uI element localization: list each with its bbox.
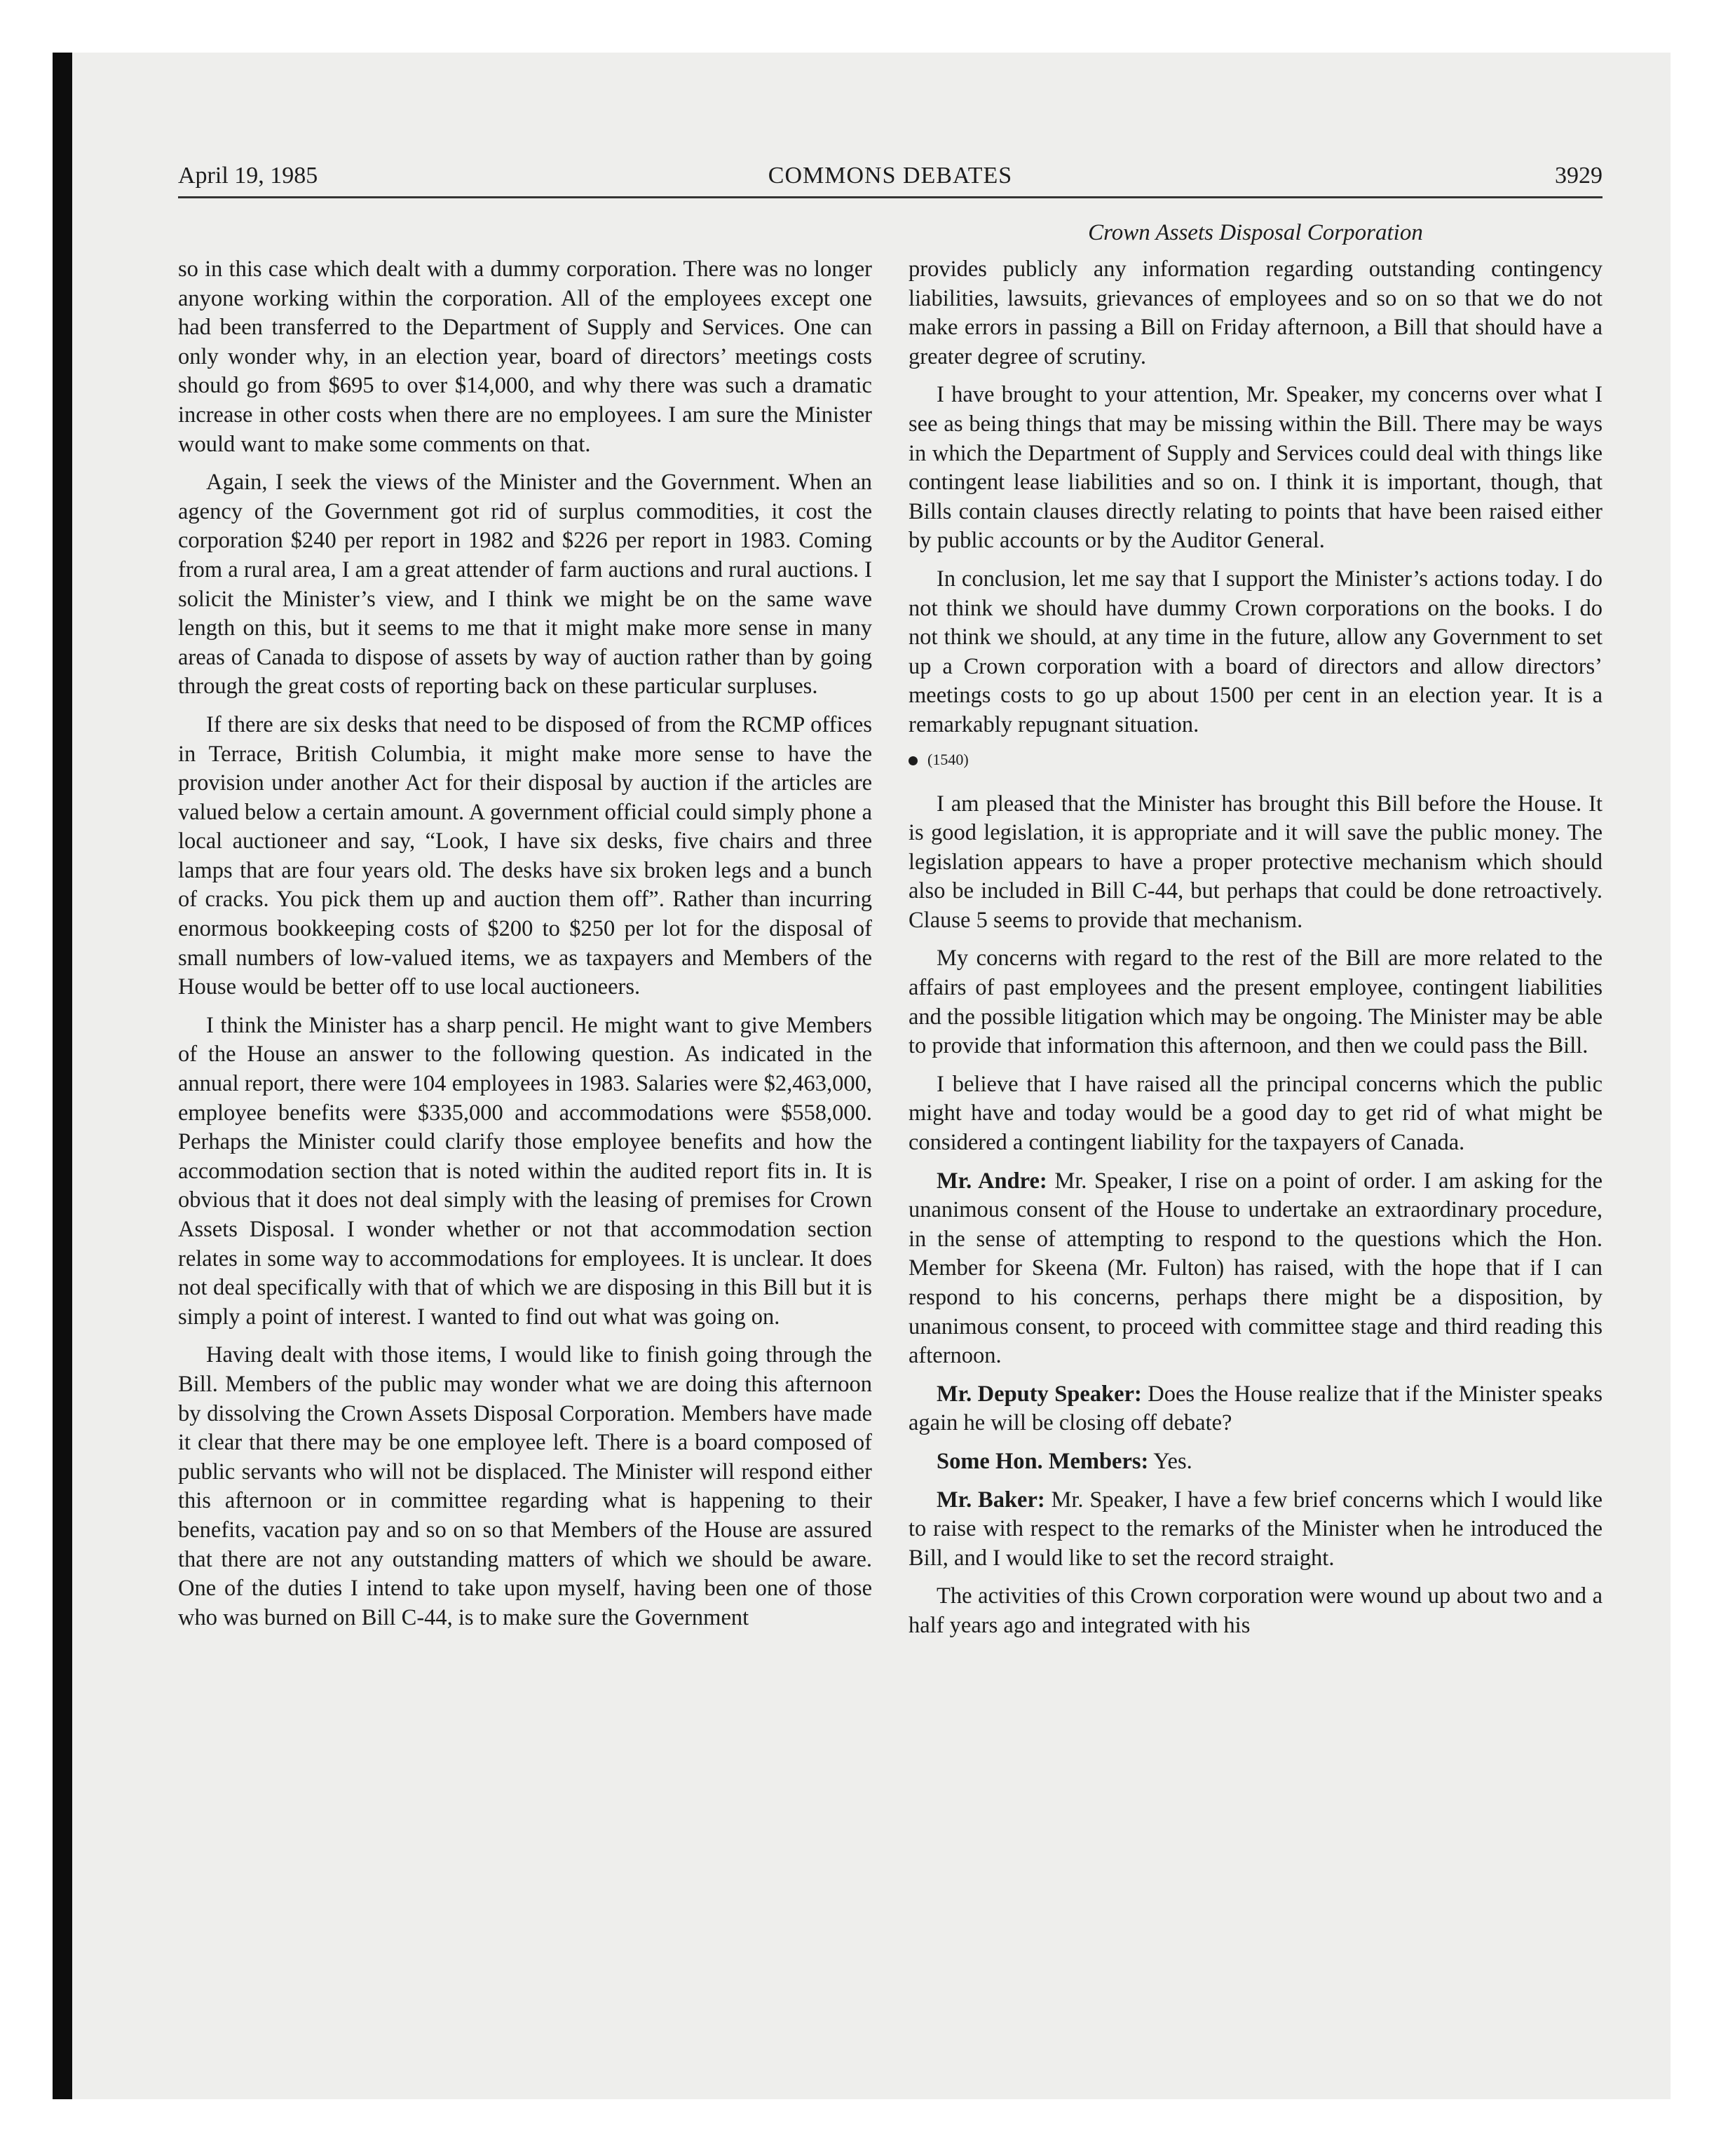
header-title: COMMONS DEBATES	[768, 163, 1013, 189]
paragraph: provides publicly any information regarding outstanding contingency liabilities, lawsuits, grievances of employees and so on so that we do not make errors in passing a Bill on Friday afternoon, a Bill that should have a greater degree of scrutiny.	[909, 257, 1603, 369]
paragraph: Having dealt with those items, I would like to finish going through the Bill. Members of the public may wonder what we are doing this afternoon by dissolving the Crown Assets Disposal Corporation. Members have made it clear that there may be one employee left. There is a board composed of public servants who will not be displaced. The Minister will respond either this afternoon or in committee regarding what is happening to their benefits, vacation pay and so on so that Members of the House are assured that there are not any outstanding matters of which we should be aware. One of the duties I intend to take upon myself, having been one of those who was burned on Bill C-44, is to make sure the Government	[178, 1342, 872, 1630]
paragraph: Again, I seek the views of the Minister and the Government. When an agency of the Government got rid of surplus commodities, it cost the corporation $240 per report in 1982 and $226 per report in 1983. Coming from a rural area, I am a great attender of farm auctions and rural auctions. I solicit the Minister’s view, and I think we might be on the same wave length on this, but it seems to me that it might make more sense in many areas of Canada to dispose of assets by way of auction rather than by going through the great costs of reporting back on these particular surpluses.	[178, 470, 872, 700]
speaker-name: Some Hon. Members:	[937, 1448, 1149, 1474]
paragraph: I think the Minister has a sharp pencil. He might want to give Members of the House an answer to the following question. As indicated in the annual report, there were 104 employees in 1983. Salaries were $2,463,000, employee benefits were $335,000 and accommodations were $558,000. Perhaps the Minister could clarify those employee benefits and how the accommodation section that is noted within the audited report fits in. It is obvious that it does not deal simply with the leasing of premises for Crown Assets Disposal. I wonder whether or not that accommodation section relates in some way to accommodations for employees. It is unclear. It does not deal specifically with that of which we are disposing in this Bill but it is simply a point of interest. I wanted to find out what was going on.	[178, 1012, 872, 1330]
speech-text: Mr. Speaker, I have a few brief concerns which I would like to raise with respect to the remarks of the Minister when he introduced the Bill, and I would like to set the record straight.	[909, 1487, 1603, 1571]
bullet-icon	[909, 756, 918, 765]
time-marker-label: (1540)	[927, 750, 969, 768]
speaker-name: Mr. Andre:	[937, 1168, 1047, 1194]
paragraph: I believe that I have raised all the principal concerns which the public might have and today would be a good day to get rid of what might be considered a contingent liability for the taxpayers of Canada.	[909, 1071, 1603, 1156]
speech-text: Does the House realize that if the Minister speaks again he will be closing off debate?	[909, 1381, 1603, 1436]
time-marker	[909, 749, 1603, 770]
paragraph: If there are six desks that need to be disposed of from the RCMP offices in Terrace, British Columbia, it might make more sense to have the provision under another Act for their disposal by auction if the articles are valued below a certain amount. A government official could simply phone a local auctioneer and say, “Look, I have six desks, five chairs and three lamps that are four years old. The desks have six broken legs and a bunch of cracks. You pick them up and auction them off”. Rather than incurring enormous bookkeeping costs of $200 to $250 per lot for the disposal of small numbers of low-valued items, we as taxpayers and Members of the House would be better off to use local auctioneers.	[178, 711, 872, 1000]
speech-text: Yes.	[1153, 1448, 1192, 1474]
speech-andre	[909, 1167, 1603, 1371]
left-column	[178, 255, 872, 1642]
scan-edge-bar	[53, 53, 72, 2099]
paragraph: The activities of this Crown corporation were wound up about two and a half years ago and integrated with his	[909, 1583, 1603, 1638]
speaker-name: Mr. Baker:	[937, 1487, 1045, 1513]
speech-deputy-speaker	[909, 1380, 1603, 1438]
speech-baker	[909, 1486, 1603, 1574]
speech-hon-members	[909, 1447, 1603, 1477]
paragraph: so in this case which dealt with a dummy corporation. There was no longer anyone working within the corporation. All of the employees except one had been transferred to the Department of Supply and Services. One can only wonder why, in an election year, board of directors’ meetings costs should go from $695 to over $14,000, and why there was such a dramatic increase in other costs when there are no employees. I am sure the Minister would want to make some comments on that.	[178, 257, 872, 457]
paragraph: In conclusion, let me say that I support the Minister’s actions today. I do not think we should have dummy Crown corporations on the books. I do not think we should, at any time in the future, allow any Government to set up a Crown corporation with a board of directors and allow directors’ meetings costs to go up about 1500 per cent in an election year. It is a remarkably repugnant situation.	[909, 566, 1603, 737]
paragraph: My concerns with regard to the rest of the Bill are more related to the affairs of past employees and the present employee, contingent liabilities and the possible litigation which may be ongoing. The Minister may be able to provide that information this afternoon, and then we could pass the Bill.	[909, 946, 1603, 1059]
paragraph: I am pleased that the Minister has brought this Bill before the House. It is good legislation, it is appropriate and it will save the public money. The legislation appears to have a proper protective mechanism which should also be included in Bill C-44, but perhaps that could be done retroactively. Clause 5 seems to provide that mechanism.	[909, 791, 1603, 933]
page-header	[178, 163, 1603, 198]
header-date: April 19, 1985	[178, 163, 318, 189]
right-column	[909, 255, 1603, 1650]
header-page-number: 3929	[1555, 163, 1603, 189]
speaker-name: Mr. Deputy Speaker:	[937, 1381, 1142, 1407]
speech-text: Mr. Speaker, I rise on a point of order. I am asking for the unanimous consent of the House to undertake an extraordinary procedure, in the sense of attempting to respond to the questions which the Hon. Member for Skeena (Mr. Fulton) has raised, with the hope that if I can respond to his concerns, perhaps there might be a disposition, by unanimous consent, to proceed with committee stage and third reading this afternoon.	[909, 1168, 1603, 1369]
paragraph: I have brought to your attention, Mr. Speaker, my concerns over what I see as being things that may be missing within the Bill. There may be ways in which the Department of Supply and Services could deal with things like contingent lease liabilities and so on. I think it is important, though, that Bills contain clauses directly relating to points that have been raised either by public accounts or by the Auditor General.	[909, 382, 1603, 554]
running-head: Crown Assets Disposal Corporation	[1088, 220, 1423, 245]
